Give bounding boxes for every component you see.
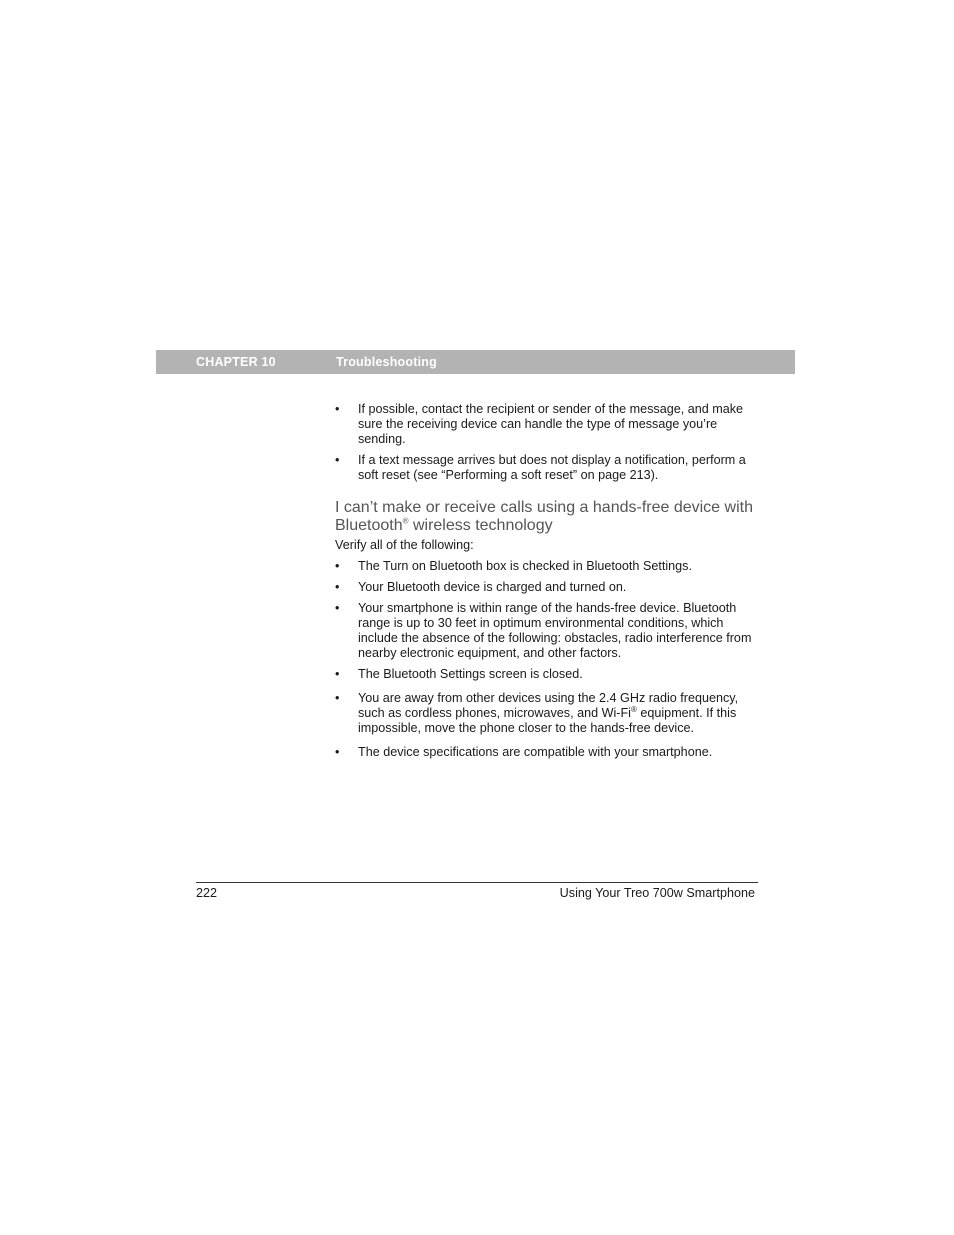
bullet-icon: • (335, 691, 340, 705)
list-item: • The device specifications are compatible with your smartphone. (335, 745, 713, 759)
footer-divider (196, 882, 758, 883)
list-item: • The Turn on Bluetooth box is checked in Bluetooth Settings. (335, 559, 692, 573)
verify-bullet-list (335, 559, 760, 760)
list-item: • You are away from other devices using the 2.4 GHz radio frequency, such as cordless phones, microwaves, and Wi-Fi® equipment. If this impossible, move the phone closer to the hands-free device. (335, 691, 739, 735)
list-item: • Your Bluetooth device is charged and turned on. (335, 580, 627, 594)
bullet-icon: • (335, 402, 340, 416)
page-number: 222 (196, 886, 218, 900)
chapter-title: Troubleshooting (336, 355, 437, 369)
bullet-icon: • (335, 559, 340, 573)
chapter-header-bar (156, 350, 795, 374)
list-item: • Your smartphone is within range of the hands-free device. Bluetooth range is up to 30 feet in optimum environmental conditions, which include the absence of the following: obstacles, radio interference from nearby electronic equipment, and other factors. (335, 601, 752, 660)
section-heading: I can’t make or receive calls using a hands-free device with Bluetooth® wireless technology (335, 499, 753, 534)
bullet-icon: • (335, 453, 340, 467)
chapter-label: CHAPTER 10 (196, 355, 276, 369)
bullet-icon: • (335, 580, 340, 594)
section-intro: Verify all of the following: (335, 538, 474, 552)
book-title: Using Your Treo 700w Smartphone (559, 886, 755, 900)
list-item: • If a text message arrives but does not display a notification, perform a soft reset (see “Performing a soft reset” on page 213). (335, 453, 746, 482)
list-item: • If possible, contact the recipient or sender of the message, and make sure the receiving device can handle the type of message you’re sending. (335, 402, 744, 446)
bullet-icon: • (335, 601, 340, 615)
main-content (335, 402, 760, 766)
list-item: • The Bluetooth Settings screen is closed. (335, 667, 583, 681)
bullet-icon: • (335, 745, 340, 759)
top-bullet-list (335, 402, 760, 483)
registered-mark: ® (402, 516, 409, 526)
registered-mark: ® (630, 704, 637, 714)
bullet-icon: • (335, 667, 340, 681)
